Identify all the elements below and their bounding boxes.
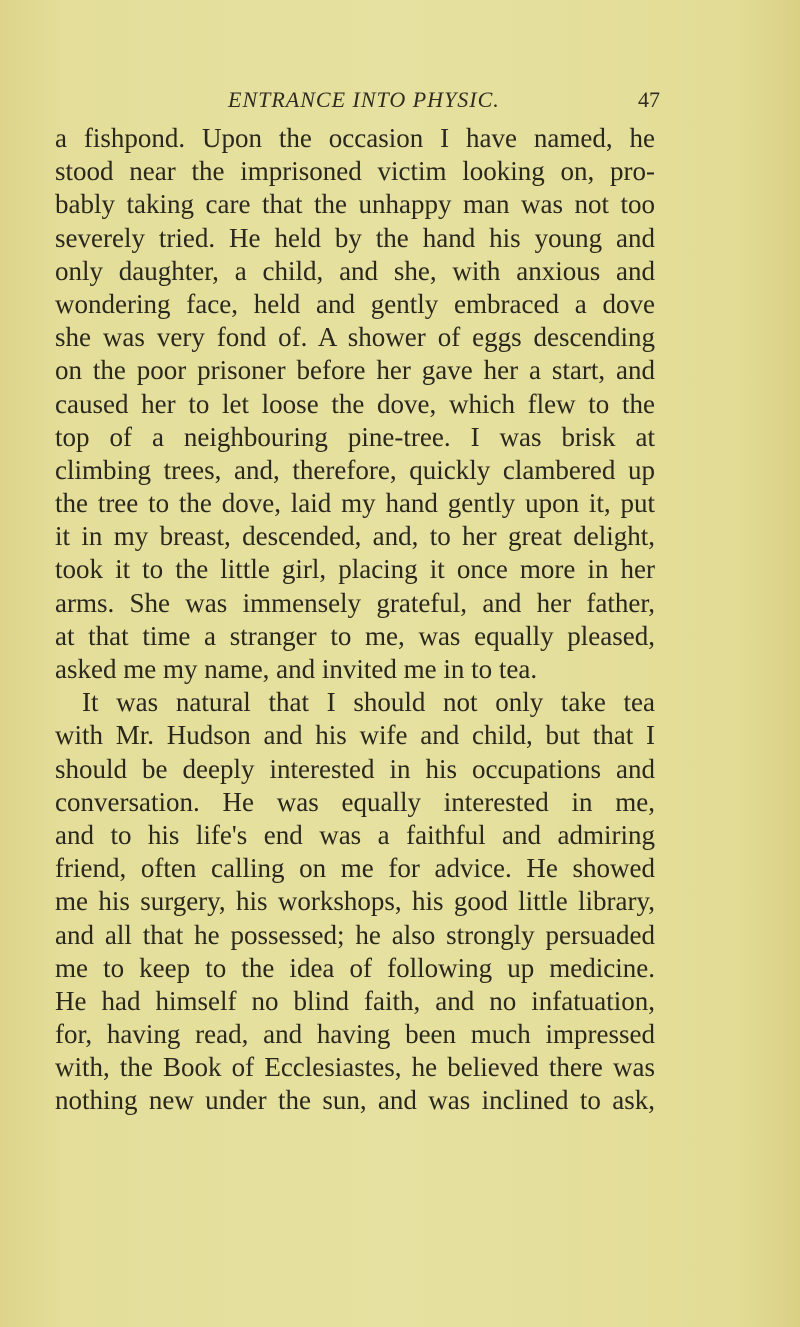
text-line-paragraph-start: It was natural that I should not only take tea (82, 687, 655, 718)
text-line: only daughter, a child, and she, with anxious and (55, 255, 655, 286)
text-line: me his surgery, his workshops, his good little library, (55, 886, 655, 917)
text-line: the tree to the dove, laid my hand gently upon it, put (55, 488, 655, 519)
text-line: bably taking care that the unhappy man was not too (55, 189, 655, 220)
text-line: severely tried. He held by the hand his young and (55, 222, 655, 253)
text-line: friend, often calling on me for advice. He showed (55, 853, 655, 884)
text-line: with Mr. Hudson and his wife and child, but that I (55, 720, 655, 751)
text-line: it in my breast, descended, and, to her great delight, (55, 521, 655, 552)
text-line: on the poor prisoner before her gave her a start, and (55, 355, 655, 386)
text-line: took it to the little girl, placing it once more in her (55, 554, 655, 585)
text-line: climbing trees, and, therefore, quickly clambered up (55, 454, 655, 485)
text-line: with, the Book of Ecclesiastes, he believed there was (55, 1052, 655, 1083)
text-line: top of a neighbouring pine-tree. I was brisk at (55, 421, 655, 452)
page-number: 47 (638, 87, 660, 112)
text-line: He had himself no blind faith, and no infatuation, (55, 985, 655, 1016)
text-line: me to keep to the idea of following up medicine. (55, 952, 655, 983)
body-text (55, 122, 655, 1118)
text-line: arms. She was immensely grateful, and her father, (55, 587, 655, 618)
text-line: for, having read, and having been much impressed (55, 1019, 655, 1050)
running-title: ENTRANCE INTO PHYSIC. (228, 87, 500, 112)
text-line: and all that he possessed; he also strongly persuaded (55, 919, 655, 950)
text-line: should be deeply interested in his occupations and (55, 753, 655, 784)
text-line-paragraph-end: asked me my name, and invited me in to tea. (55, 654, 538, 684)
running-head (0, 82, 800, 118)
text-line: a fishpond. Upon the occasion I have named, he (55, 123, 655, 153)
text-line: stood near the imprisoned victim looking on, pro- (55, 156, 655, 187)
text-line: wondering face, held and gently embraced a dove (55, 288, 655, 319)
text-line: conversation. He was equally interested in me, (55, 786, 655, 817)
text-line: she was very fond of. A shower of eggs descending (55, 322, 655, 353)
text-line: at that time a stranger to me, was equally pleased, (55, 620, 655, 651)
text-line: and to his life's end was a faithful and admiring (55, 819, 655, 850)
text-line: caused her to let loose the dove, which flew to the (55, 388, 655, 419)
text-line: nothing new under the sun, and was inclined to ask, (55, 1085, 655, 1116)
